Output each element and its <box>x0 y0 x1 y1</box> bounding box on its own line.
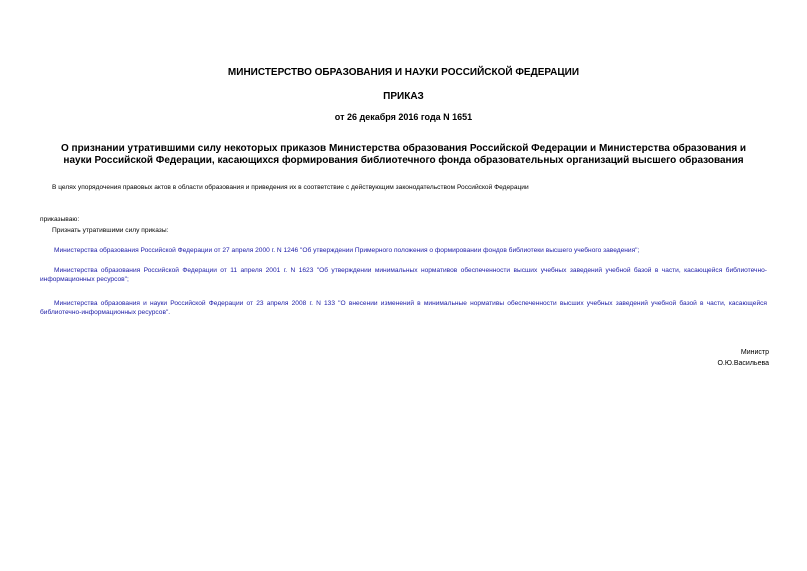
repealed-order-link[interactable]: Министерства образования Российской Федерации от 27 апреля 2000 г. N 1246 "Об утверждении Примерного положения о формировании фондов библиотеки высшего учебного заведения"; <box>54 247 640 254</box>
preamble-text: В целях упорядочения правовых актов в области образования и приведения их в соответствие с действующим законодательством Российской Федерации <box>52 184 529 191</box>
ministry-heading: МИНИСТЕРСТВО ОБРАЗОВАНИЯ И НАУКИ РОССИЙСКОЙ ФЕДЕРАЦИИ <box>227 67 580 78</box>
document-type: ПРИКАЗ <box>383 91 424 102</box>
signature-title: Министр <box>740 349 769 356</box>
document-date-number: от 26 декабря 2016 года N 1651 <box>334 112 473 122</box>
orders-word: приказываю: <box>40 216 80 223</box>
recognize-text: Признать утратившими силу приказы: <box>52 227 169 234</box>
document-title: О признании утратившими силу некоторых приказов Министерства образования Российской Федерации и Министерства образования и науки Российской Федерации, касающихся формирования библиотечного фонда образовательных организаций высшего образования <box>60 143 747 166</box>
repealed-order-link[interactable]: Министерства образования Российской Федерации от 11 апреля 2001 г. N 1623 "Об утверждении минимальных нормативов обеспеченности высших учебных заведений учебной базой в части, касающейся библиотечно-информационных ресурсов"; <box>40 267 767 283</box>
signature-name: О.Ю.Васильева <box>717 360 769 367</box>
repealed-order-link[interactable]: Министерства образования и науки Российской Федерации от 23 апреля 2008 г. N 133 "О внесении изменений в минимальные нормативы обеспеченности высших учебных заведений учебной базой в части, касающейся библиотечно-информационных ресурсов". <box>40 300 767 316</box>
